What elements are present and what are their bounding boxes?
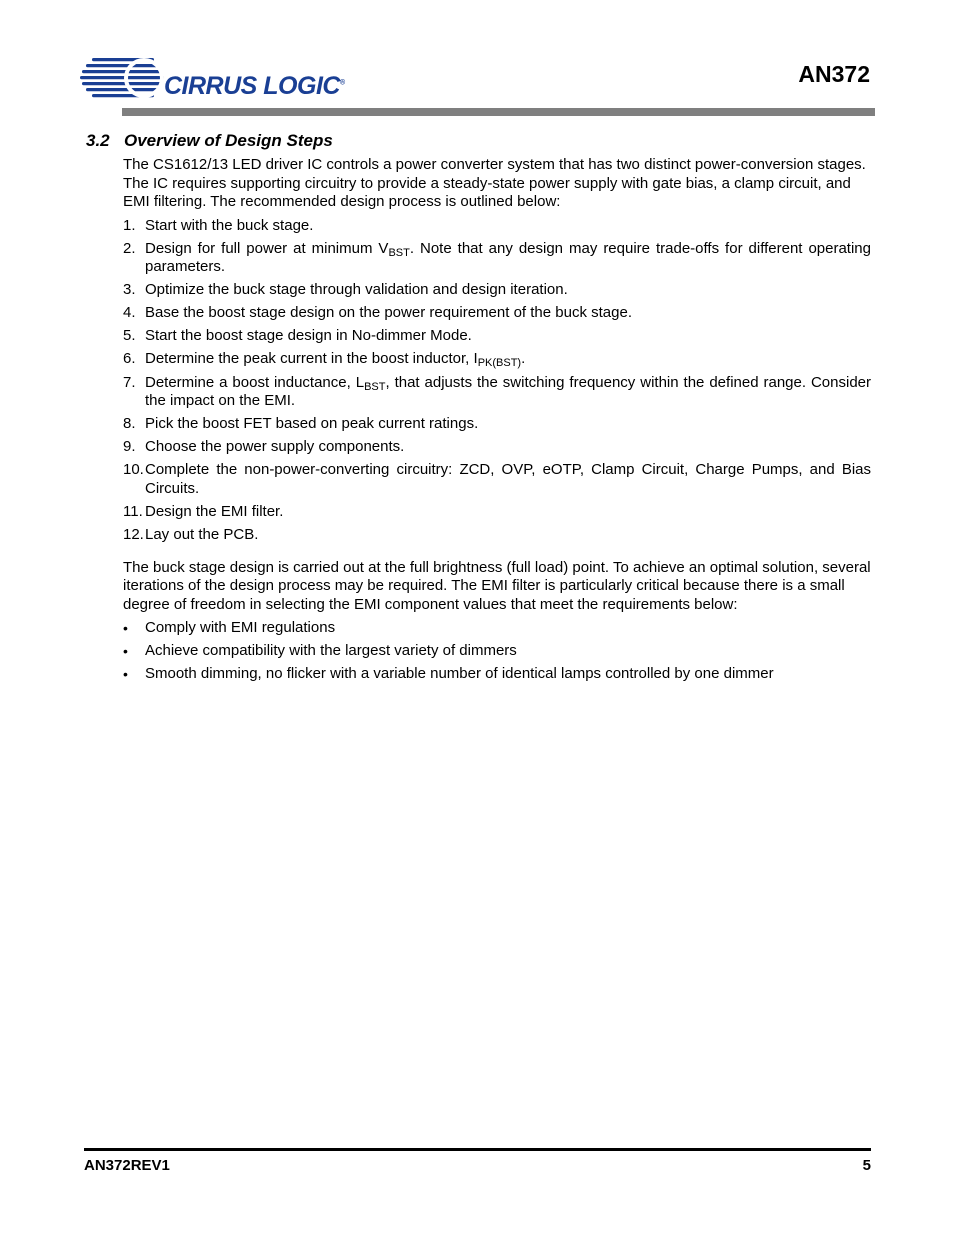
list-item: • Comply with EMI regulations: [123, 619, 336, 637]
list-item: • Achieve compatibility with the largest variety of dimmers: [123, 642, 517, 660]
list-item: 11. Design the EMI filter.: [123, 502, 284, 520]
list-item: • Smooth dimming, no flicker with a variable number of identical lamps controlled by one dimmer: [123, 665, 774, 683]
list-item: 1. Start with the buck stage.: [123, 216, 314, 234]
list-item: 6. Determine the peak current in the boost inductor, $I_{PK(BST)}$.: [123, 350, 526, 370]
list-item: 10. Complete the non-power-converting circuitry: ZCD, OVP, eOTP, Clamp Circuit, Charge Pumps, and Bias Circuits.: [123, 461, 871, 497]
footer-rule: [84, 1148, 871, 1151]
list-item: 5. Start the boost stage design in No-dimmer Mode.: [123, 327, 472, 345]
footer-doc-revision: AN372REV1: [84, 1157, 170, 1174]
closing-paragraph: The buck stage design is carried out at the full brightness (full load) point. To achieve an optimal solution, several iterations of the design process may be required. The EMI filter is particularly critical because there is a small degree of freedom in selecting the EMI component values that meet the requirements below:: [123, 558, 871, 613]
list-item: 12. Lay out the PCB.: [123, 526, 259, 544]
intro-paragraph: The CS1612/13 LED driver IC controls a power converter system that has two distinct power-conversion stages. The IC requires supporting circuitry to provide a steady-state power supply with gate bias, a clamp circuit, and EMI filtering. The recommended design process is outlined below:: [123, 156, 866, 210]
list-item: 9. Choose the power supply components.: [123, 438, 405, 456]
cirrus-logic-logo: [80, 52, 355, 104]
list-item: 2. Design for full power at minimum $V_{BST}$. Note that any design may require trade-offs for different operating parameters.: [123, 239, 871, 276]
list-item: 3. Optimize the buck stage through validation and design iteration.: [123, 281, 568, 299]
page-number: 5: [862, 1157, 871, 1174]
document-id: AN372: [798, 61, 870, 87]
bullet-icon: •: [123, 666, 128, 683]
header-rule: [122, 108, 875, 116]
bullet-icon: •: [123, 620, 128, 637]
bullet-icon: •: [123, 643, 128, 660]
list-item: 7. Determine a boost inductance, $L_{BST}$, that adjusts the switching frequency within the defined range. Consider the impact on the EMI.: [123, 373, 871, 410]
list-item: 4. Base the boost stage design on the power requirement of the buck stage.: [123, 304, 632, 322]
requirements-list: [123, 619, 871, 684]
cirrus-logic-swoosh-icon: [80, 52, 170, 104]
section-title: Overview of Design Steps: [124, 131, 333, 150]
section-number: 3.2: [86, 131, 110, 150]
list-item: 8. Pick the boost FET based on peak current ratings.: [123, 415, 479, 433]
design-steps-list: [123, 217, 871, 545]
page-content: [123, 156, 871, 688]
section-heading: [86, 131, 333, 151]
logo-wordmark: CIRRUS LOGIC®: [164, 72, 345, 100]
